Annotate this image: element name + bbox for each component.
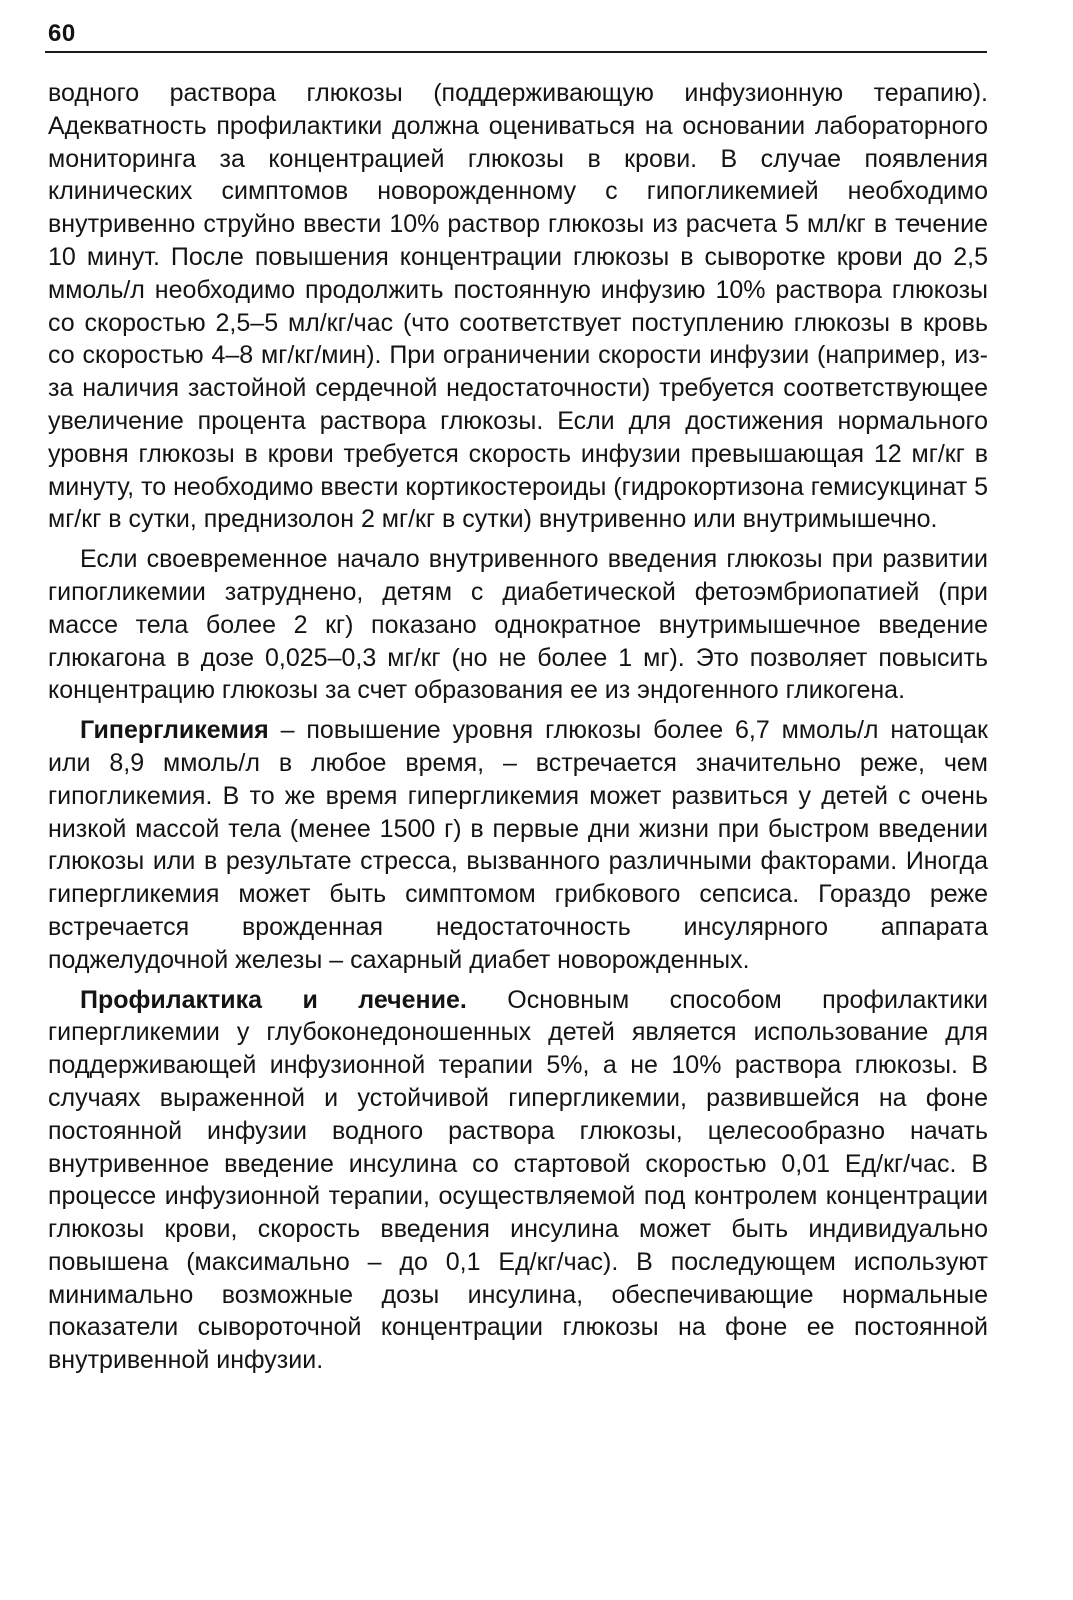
paragraph-hyperglycemia — [48, 714, 988, 976]
paragraph-glucose-infusion — [48, 77, 988, 536]
paragraph-text: водного раствора глюкозы (поддерживающую инфузионную терапию). Адекватность профилактики должна оцениваться на основании лабораторного мониторинга за концентрацией глюкозы в крови. В случае появления клинических симптомов новорожденному с гипогликемией необходимо внутривенно струйно ввести 10% раствор глюкозы из расчета 5 мл/кг в течение 10 минут. После повышения концентрации глюкозы в сыворотке крови до 2,5 ммоль/л необходимо продолжить постоянную инфузию 10% раствора глюкозы со скоростью 2,5–5 мл/кг/час (что соответствует поступлению глюкозы в кровь со скоростью 4–8 мг/кг/мин). При ограничении скорости инфузии (например, из-за наличия застойной сердечной недостаточности) требуется соответствующее увеличение процента раствора глюкозы. Если для достижения нормального уровня глюкозы в крови требуется скорость инфузии превышающая 12 мг/кг в минуту, то необходимо ввести кортикостероиды (гидрокортизона гемисукцинат 5 мг/кг в сутки, преднизолон 2 мг/кг в сутки) внутривенно или внутримышечно. — [48, 79, 989, 534]
paragraph-lead-prevention: Профилактика и лечение. — [80, 985, 467, 1014]
paragraph-text: Если своевременное начало внутривенного введения глюкозы при развитии гипогликемии затруднено, детям с диабетической фетоэмбриопатией (при массе тела более 2 кг) показано однократное внутримышечное введение глюкагона в дозе 0,025–0,3 мг/кг (но не более 1 мг). Это позволяет повысить концентрацию глюкозы за счет образования ее из эндогенного гликогена. — [48, 545, 988, 705]
paragraph-text: – повышение уровня глюкозы более 6,7 ммоль/л натощак или 8,9 ммоль/л в любое время, – встречается значительно реже, чем гипогликемия. В то же время гипергликемия может развиться у детей с очень низкой массой тела (менее 1500 г) в первые дни жизни при быстром введении глюкозы или в результате стресса, вызванного различными факторами. Иногда гипергликемия может быть симптомом грибкового сепсиса. Гораздо реже встречается врожденная недостаточность инсулярного аппарата поджелудочной железы – сахарный диабет новорожденных. — [48, 716, 988, 974]
paragraph-lead-hyperglycemia: Гипергликемия — [80, 716, 269, 745]
paragraph-prevention-treatment — [48, 984, 988, 1378]
body-text — [48, 77, 988, 1384]
paragraph-glucagon — [48, 543, 988, 707]
header-rule — [45, 51, 987, 53]
paragraph-text: Основным способом профилактики гипергликемии у глубоконедоношенных детей является использование для поддерживающей инфузионной терапии 5%, а не 10% раствора глюкозы. В случаях выраженной и устойчивой гипергликемии, развившейся на фоне постоянной инфузии водного раствора глюкозы, целесообразно начать внутривенное введение инсулина со стартовой скоростью 0,01 Ед/кг/час. В процессе инфузионной терапии, осуществляемой под контролем концентрации глюкозы крови, скорость введения инсулина может быть индивидуально повышена (максимально – до 0,1 Ед/кг/час). В последующем используют минимально возможные дозы инсулина, обеспечивающие нормальные показатели сывороточной концентрации глюкозы на фоне ее постоянной внутривенной инфузии. — [48, 985, 988, 1375]
page-number: 60 — [48, 20, 76, 47]
